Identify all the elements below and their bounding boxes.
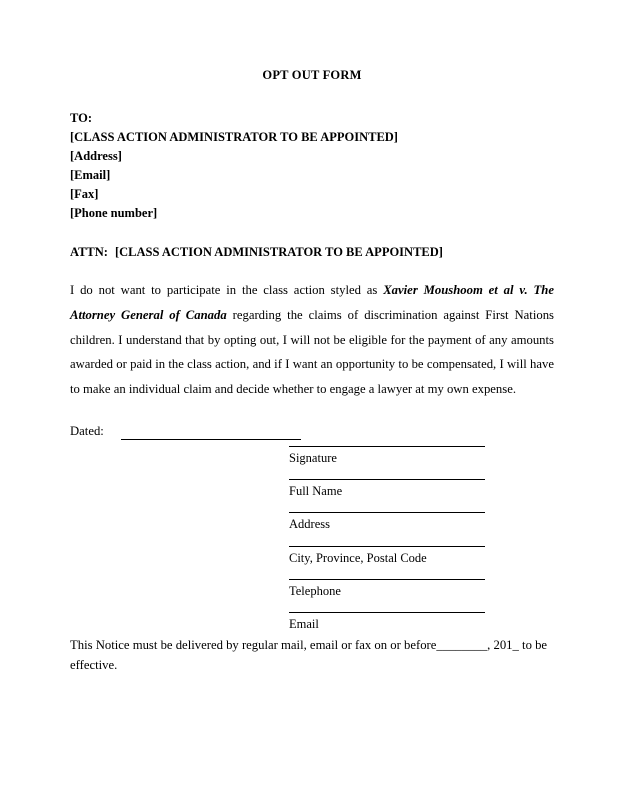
dated-label: Dated: <box>70 423 104 438</box>
city-province-postal-label: City, Province, Postal Code <box>289 550 427 565</box>
page-title: OPT OUT FORM <box>262 68 362 82</box>
field-full-name <box>289 479 485 499</box>
to-line-email: [Email] <box>70 168 111 182</box>
to-label: TO: <box>70 111 92 125</box>
body-paragraph <box>70 278 554 402</box>
signature-label: Signature <box>289 450 337 465</box>
signature-section <box>70 424 554 633</box>
body-part-two: regarding the claims of discrimination against First Nations children. I understand that by opting out, I will not be eligible for the payment of any amounts awarded or paid in the class action, and if I want an opportunity to be compensated, I will have to make an individual claim and decide whether to engage a lawyer at my own expense. <box>70 307 554 397</box>
signature-fields <box>289 446 485 633</box>
document-content <box>70 68 554 645</box>
attn-value: [CLASS ACTION ADMINISTRATOR TO BE APPOINTED] <box>114 245 443 259</box>
to-line-address: [Address] <box>70 149 122 163</box>
to-line-fax: [Fax] <box>70 187 99 201</box>
field-email <box>289 612 485 632</box>
attn-label: ATTN: <box>70 245 108 259</box>
dated-input-line[interactable] <box>121 439 301 440</box>
dated-row <box>70 424 554 446</box>
attention-line <box>70 245 554 260</box>
field-signature <box>289 446 485 466</box>
case-name: Xavier Moushoom et al v. The Attorney General of Canada <box>70 283 554 322</box>
field-address <box>289 512 485 532</box>
to-line-administrator: [CLASS ACTION ADMINISTRATOR TO BE APPOINTED] <box>70 130 398 144</box>
delivery-note: This Notice must be delivered by regular mail, email or fax on or before________, 201_ to be effective. <box>70 638 548 672</box>
field-city-province-postal <box>289 546 485 566</box>
body-part-one: I do not want to participate in the class action styled as <box>70 283 384 297</box>
full-name-label: Full Name <box>289 484 343 499</box>
to-line-phone: [Phone number] <box>70 206 158 220</box>
field-telephone <box>289 579 485 599</box>
address-label: Address <box>289 517 330 532</box>
email-label: Email <box>289 617 319 632</box>
recipient-block <box>70 109 554 223</box>
telephone-label: Telephone <box>289 583 341 598</box>
